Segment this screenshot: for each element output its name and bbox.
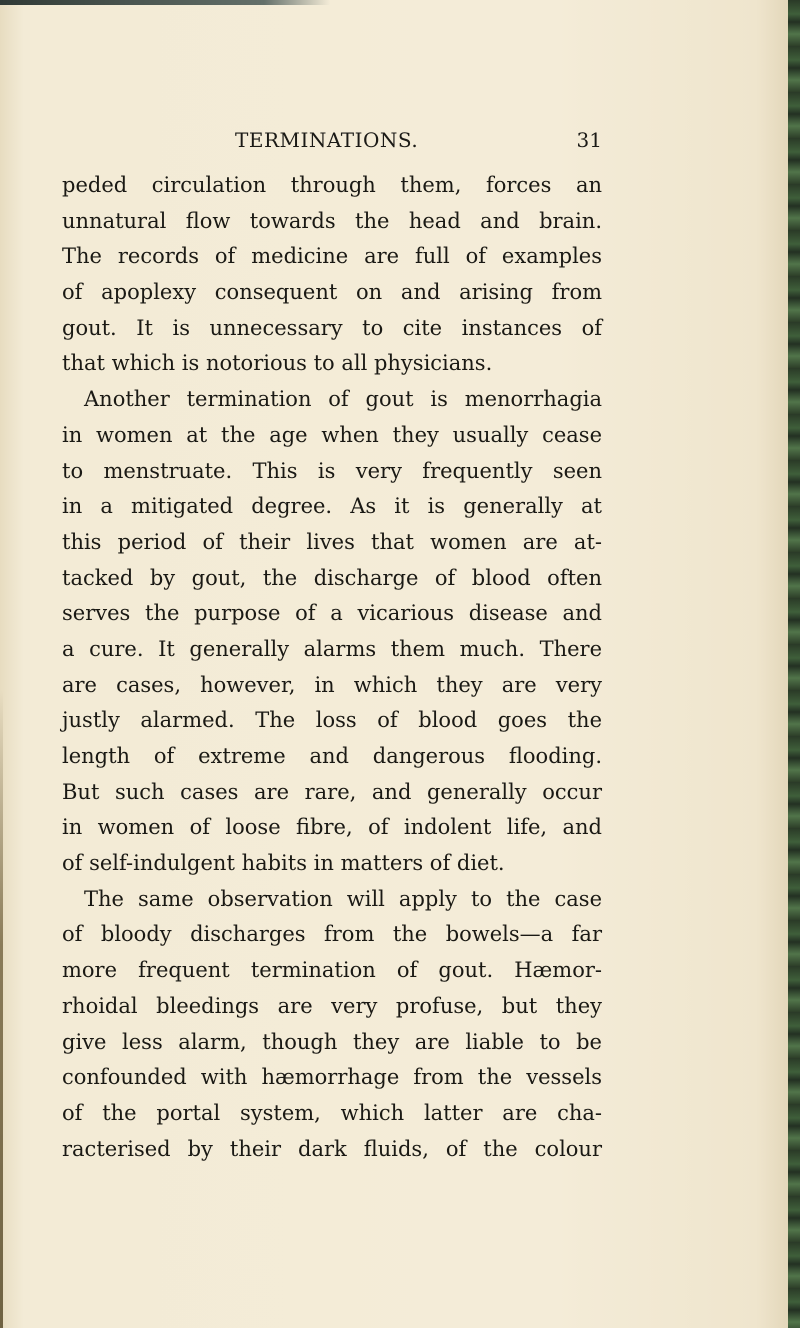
text-line: The same observation will apply to the case: [84, 886, 602, 911]
text-line: a cure. It generally alarms them much. There: [62, 636, 602, 661]
page-top-edge-shadow: [0, 0, 330, 5]
text-line: Another termination of gout is menorrhagia: [84, 387, 602, 412]
text-line: unnatural flow towards the head and brain.: [62, 208, 602, 233]
text-line: serves the purpose of a vicarious disease and: [62, 601, 602, 626]
text-line: But such cases are rare, and generally occur: [62, 779, 602, 804]
page-left-edge-shadow: [0, 690, 3, 1328]
text-line: in women of loose fibre, of indolent life, and: [62, 815, 602, 840]
text-line: in women at the age when they usually cease: [62, 422, 602, 447]
book-spine-edge: [788, 0, 800, 1328]
running-head-title: TERMINATIONS.: [235, 128, 419, 152]
text-line: more frequent termination of gout. Hæmor-: [62, 958, 602, 983]
text-line: peded circulation through them, forces an: [62, 173, 602, 197]
text-line: rhoidal bleedings are very profuse, but they: [62, 993, 602, 1018]
text-line: justly alarmed. The loss of blood goes the: [62, 708, 602, 733]
text-line: that which is notorious to all physicians.: [62, 351, 493, 376]
text-line: this period of their lives that women are at-: [62, 529, 602, 554]
text-line: of apoplexy consequent on and arising from: [62, 280, 602, 305]
text-line: gout. It is unnecessary to cite instances of: [62, 315, 602, 340]
text-line: tacked by gout, the discharge of blood often: [62, 565, 602, 590]
text-line: of self-indulgent habits in matters of diet.: [62, 851, 505, 876]
text-line: confounded with hæmorrhage from the vessels: [62, 1065, 602, 1090]
running-head: [62, 128, 602, 158]
text-line: to menstruate. This is very frequently seen: [62, 458, 602, 483]
text-line: of the portal system, which latter are cha-: [62, 1100, 602, 1125]
page-number: 31: [576, 128, 602, 152]
text-line: give less alarm, though they are liable to be: [62, 1029, 602, 1054]
text-line: in a mitigated degree. As it is generally at: [62, 494, 602, 519]
text-line: The records of medicine are full of examples: [62, 244, 602, 269]
text-line: are cases, however, in which they are very: [62, 672, 602, 697]
body-text: [62, 168, 602, 1167]
text-line: of bloody discharges from the bowels—a far: [62, 922, 602, 947]
text-line: length of extreme and dangerous flooding.: [62, 744, 602, 768]
text-line: racterised by their dark fluids, of the colour: [62, 1136, 602, 1161]
